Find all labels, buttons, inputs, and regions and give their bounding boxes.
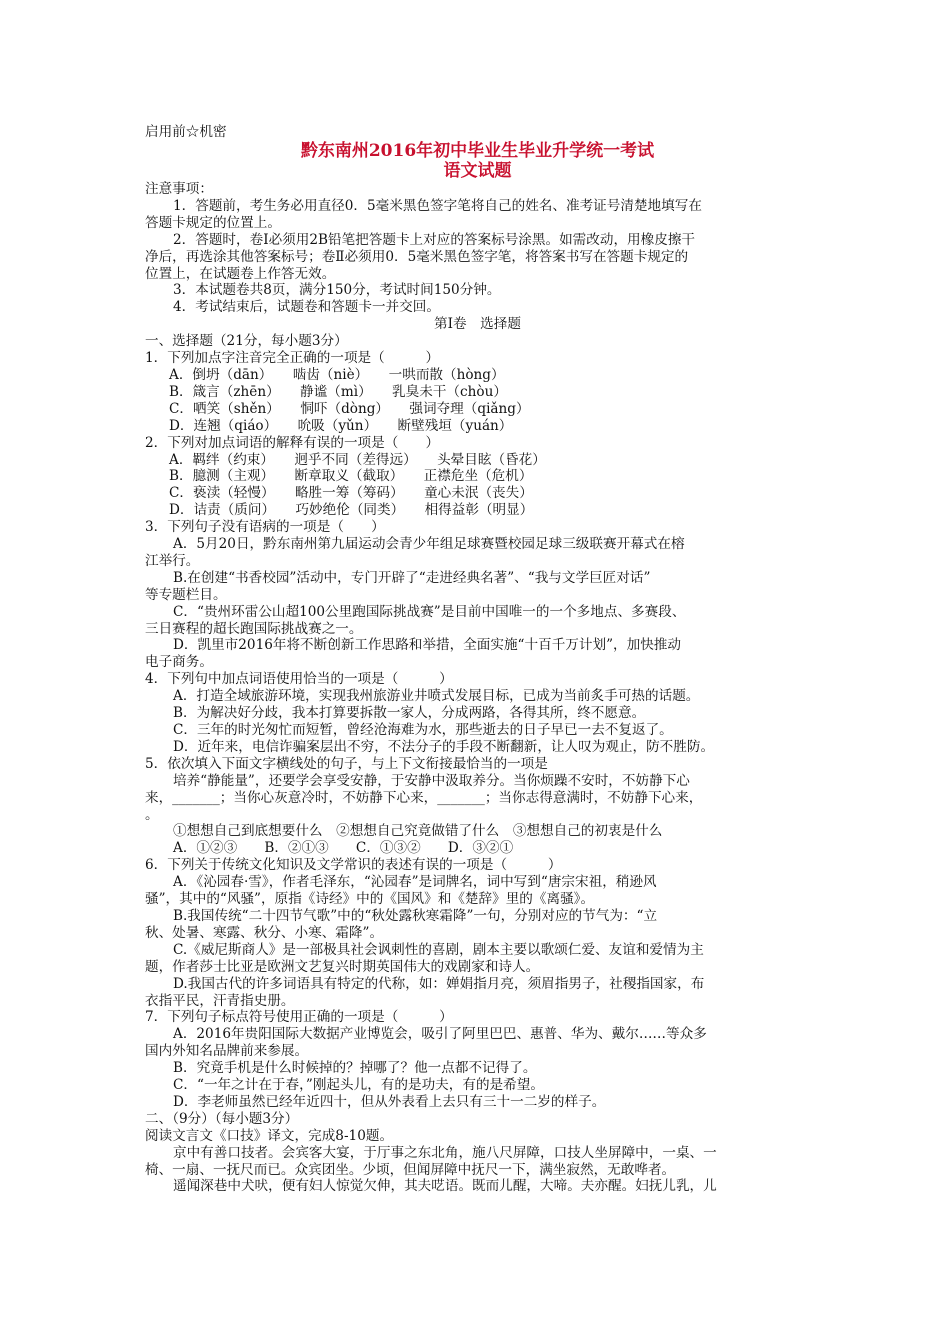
exam-body: [145, 181, 810, 1195]
text-line: 5．依次填入下面文字横线处的句子，与上下文衔接最恰当的一项是: [145, 755, 548, 772]
text-line: 等专题栏目。: [145, 586, 227, 603]
text-line: 京中有善口技者。会宾客大宴，于厅事之东北角，施八尺屏障，口技人坐屏障中，一桌、一: [173, 1144, 717, 1161]
text-line: A．倒坍（dān） 啮齿（niè） 一哄而散（hòng）: [169, 366, 505, 383]
text-line: D．李老师虽然已经年近四十，但从外表看上去只有三十一二岁的样子。: [173, 1093, 606, 1110]
text-line: B．臆测（主观） 断章取义（截取） 正襟危坐（危机）: [169, 468, 533, 485]
text-line: A．2016年贵阳国际大数据产业博览会，吸引了阿里巴巴、惠普、华为、戴尔……等众多: [173, 1026, 707, 1043]
text-line: C．“贵州环雷公山超100公里跑国际挑战赛”是目前中国唯一的一个多地点、多赛段、: [173, 603, 686, 620]
text-line: B．究竟手机是什么时候掉的？掉哪了？他一点都不记得了。: [173, 1060, 537, 1077]
text-line: A．《沁园春·雪》，作者毛泽东，“沁园春”是词牌名，词中写到“唐宗宋祖，稍逊风: [173, 874, 657, 891]
text-line: 遥闻深巷中犬吠，便有妇人惊觉欠伸，其夫呓语。既而儿醒，大啼。夫亦醒。妇抚儿乳，儿: [173, 1178, 717, 1195]
text-line: 2．下列对加点词语的解释有误的一项是（ ）: [145, 434, 440, 451]
text-line: 注意事项：: [145, 181, 213, 197]
text-line: 来，_______；当你心灰意冷时，不妨静下心来，_______；当你志得意满时，不妨静下心来，: [145, 789, 703, 806]
text-line: 一、选择题（21分，每小题3分）: [145, 333, 348, 350]
text-line: 3．本试题卷共8页，满分150分，考试时间150分钟。: [173, 282, 501, 299]
exam-title: 黔东南州2016年初中毕业生毕业升学统一考试: [300, 141, 655, 161]
text-line: D．凯里市2016年将不断创新工作思路和举措，全面实施“十百千万计划”，加快推动: [173, 637, 681, 654]
text-line: C．亵渎（轻慢） 略胜一筹（筹码） 童心未泯（丧失）: [169, 485, 533, 502]
text-line: 培养“静能量”，还要学会享受安静，于安静中汲取养分。当你烦躁不安时，不妨静下心: [173, 772, 690, 789]
text-line: 4．下列句中加点词语使用恰当的一项是（ ）: [145, 671, 453, 688]
text-line: 秋、处暑、寒露、秋分、小寒、霜降”。: [145, 924, 384, 941]
text-line: 位置上，在试题卷上作答无效。: [145, 265, 336, 282]
text-line: 骚”，其中的“风骚”，原指《诗经》中的《国风》和《楚辞》里的《离骚》。: [145, 891, 595, 908]
text-line: D．诘责（质问） 巧妙绝伦（同类） 相得益彰（明显）: [169, 502, 534, 519]
text-line: D．连翘（qiáo） 吮吸（yǔn） 断壁残垣（yuán）: [169, 417, 513, 434]
text-line: B.在创建“书香校园”活动中，专门开辟了“走进经典名著”、“我与文学巨匠对话”: [173, 569, 651, 586]
text-line: 椅、一扇、一抚尺而已。众宾团坐。少顷，但闻屏障中抚尺一下，满坐寂然，无敢哗者。: [145, 1161, 676, 1178]
text-line: 6．下列关于传统文化知识及文学常识的表述有误的一项是（ ）: [145, 857, 562, 874]
text-line: 第Ⅰ卷 选择题: [434, 316, 521, 333]
text-line: 电子商务。: [145, 654, 213, 671]
text-line: A．打造全域旅游环境，实现我州旅游业井喷式发展目标，已成为当前炙手可热的话题。: [173, 688, 700, 705]
text-line: 题，作者莎士比亚是欧洲文艺复兴时期英国伟大的戏剧家和诗人。: [145, 958, 540, 975]
text-line: 2．答题时，卷Ⅰ必须用2B铅笔把答题卡上对应的答案标号涂黑。如需改动，用橡皮擦干: [173, 231, 696, 248]
text-line: C.《威尼斯商人》是一部极具社会讽刺性的喜剧，剧本主要以歌颂仁爱、友谊和爱情为主: [173, 941, 704, 958]
text-line: D.我国古代的许多词语具有特定的代称，如：婵娟指月亮，须眉指男子，社稷指国家，布: [173, 975, 705, 992]
text-line: ①想想自己到底想要什么 ②想想自己究竟做错了什么 ③想想自己的初衷是什么: [173, 823, 663, 840]
text-line: 二、（9分）（每小题3分）: [145, 1110, 299, 1127]
text-line: A．①②③ B．②①③ C．①③② D．③②①: [173, 840, 514, 857]
text-line: C．“一年之计在于春，”刚起头儿，有的是功夫，有的是希望。: [173, 1077, 544, 1094]
text-line: C．哂笑（shěn） 恫吓（dòng） 强词夺理（qiǎng）: [169, 400, 530, 417]
text-line: A．羁绊（约束） 迥乎不同（差得远） 头晕目眩（昏花）: [169, 451, 546, 468]
text-line: B.我国传统“二十四节气歌”中的“秋处露秋寒霜降”一句，分别对应的节气为：“立: [173, 907, 658, 924]
text-line: 江举行。: [145, 552, 200, 569]
text-line: B．为解决好分歧，我本打算要拆散一家人，分成两路，各得其所，终不愿意。: [173, 705, 646, 722]
text-line: 。: [145, 806, 159, 823]
exam-page: [145, 124, 810, 1195]
text-line: 4．考试结束后，试题卷和答题卡一并交回。: [173, 299, 440, 316]
text-line: 国内外知名品牌前来参展。: [145, 1043, 309, 1060]
text-line: C．三年的时光匆忙而短暂，曾经沧海难为水，那些逝去的日子早已一去不复返了。: [173, 722, 673, 738]
text-line: B．箴言（zhēn） 静谧（mì） 乳臭未干（chòu）: [169, 383, 507, 400]
text-line: 7．下列句子标点符号使用正确的一项是（ ）: [145, 1009, 453, 1026]
text-line: 1．答题前，考生务必用直径0．5毫米黑色签字笔将自己的姓名、准考证号清楚地填写在: [173, 197, 702, 214]
text-line: 阅读文言文《口技》译文，完成8-10题。: [145, 1127, 394, 1144]
text-line: 衣指平民，汗青指史册。: [145, 992, 295, 1009]
text-line: A．5月20日，黔东南州第九届运动会青少年组足球赛暨校园足球三级联赛开幕式在榕: [173, 536, 685, 553]
confidential-label: 启用前☆机密: [145, 124, 227, 140]
text-line: 答题卡规定的位置上。: [145, 214, 281, 231]
text-line: 净后，再选涂其他答案标号；卷Ⅱ必须用0．5毫米黑色签字笔，将答案书写在答题卡规定的: [145, 248, 689, 265]
text-line: 1．下列加点字注音完全正确的一项是（ ）: [145, 350, 440, 367]
text-line: D．近年来，电信诈骗案层出不穷，不法分子的手段不断翻新，让人叹为观止，防不胜防。: [173, 738, 715, 755]
exam-subtitle: 语文试题: [443, 161, 512, 181]
text-line: 3．下列句子没有语病的一项是（ ）: [145, 519, 385, 536]
text-line: 三日赛程的超长跑国际挑战赛之一。: [145, 620, 363, 637]
